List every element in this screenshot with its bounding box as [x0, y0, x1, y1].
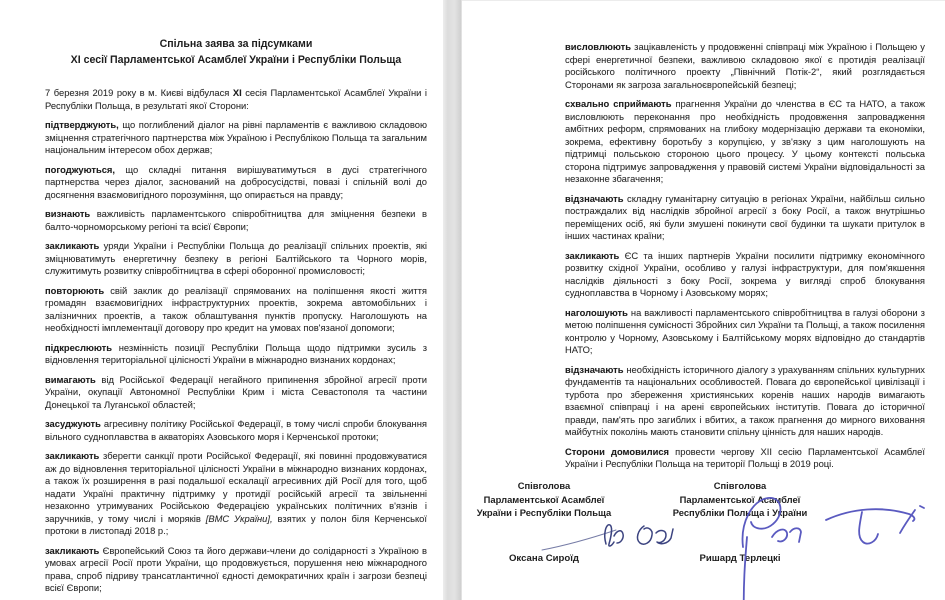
signatory-name-ryszard-terlecki: Ришард Терлецкі — [699, 553, 781, 564]
paragraph: відзначають складну гуманітарну ситуацію в регіонах України, найбільш сильно постраждалих від наслідків збройної агресії з боку Росії, а також внутрішньо переміщених осіб, які були змушені покинути свої будинки та шукати притулок в інших частинах країни; — [565, 192, 925, 241]
page-gutter-divider — [443, 0, 462, 600]
paragraph: підкреслюють незмінність позиції Республіки Польща щодо підтримки зусиль з відновлення територіальної цілісності України в міжнародно визнаних кордонах; — [45, 341, 427, 365]
paragraph: наголошують на важливості парламентського співробітництва в галузі оборони з метою поліпшення сумісності Збройних сил України та Польщі, а також посилення контролю у Чорному, Азовському і Балтійському морях відповідно до стандартів НАТО; — [565, 306, 925, 355]
text-line: України і Республіки Польща — [476, 507, 612, 518]
page-2-body — [565, 41, 925, 471]
paragraph: погоджуються, що складні питання вирішуватимуться в дусі стратегічного партнерства через діалог, заснований на добросусідстві, повазі і спільній волі до досягнення взаємовигідного порозуміння, що опирається на правду; — [45, 163, 427, 200]
paragraph: відзначають необхідність історичного діалогу з урахуванням спільних культурних фундаментів та національних особливостей. Повага до європейської цивілізації і турбота про збереження християнських коренів наших народів вимагають взаємної співпраці і на арені європейських інститутів. Повага до історичної правди, пам'ять про загиблих і вбитих, а також прагнення до мирного виховання майбутніх поколінь мають становити спільну цінність для наших народів. — [565, 363, 925, 437]
page-1-body — [45, 87, 427, 595]
paragraph: 7 березня 2019 року в м. Києві відбулася XI сесія Парламентської Асамблеї України і Республіки Польща, в результаті якої Сторони: — [45, 87, 427, 111]
text-line: Співголова — [713, 480, 767, 491]
paragraph: повторюють свій заклик до реалізації спрямованих на поліпшення якості життя громадян взаємовигідних інфраструктурних проектів, зокрема автомобільних і залізничних проектів, а також облаштування пунктів пропуску. Наголошують на необхідності імплементації договору про кредит на умовах пов'язаної допомоги; — [45, 284, 427, 333]
signature-area — [462, 479, 842, 600]
document-page-2 — [462, 0, 945, 600]
paragraph: закликають ЄС та інших партнерів України посилити підтримку економічного розвитку східної України, особливо у галузі інфраструктури, для пом'якшення наслідків діяльності з боку Росії, зокрема у вигляді спроб блокування судноплавства в Чорному і Азовському морях; — [565, 249, 925, 298]
text-line: XI сесії Парламентської Асамблеї України і Республіки Польща — [70, 54, 402, 66]
text-line: Спільна заява за підсумками — [159, 38, 313, 50]
paragraph: схвально сприймають прагнення України до членства в ЄС та НАТО, а також висловлюють переконання про необхідність продовження запровадження амбітних реформ, спрямованих на глибоку модернізацію держави та економіки, зокрема, ефективну боротьбу з корупцією, у зв'язку з цим наголошують на підтримці польською стороною цього процесу. У цьому контексті польська сторона підтримує запровадження у правовій системі України відповідальності за незаконне збагачення; — [565, 98, 925, 184]
text-line: Співголова — [517, 480, 571, 491]
signatory-name-oksana-syroid: Оксана Сироїд — [508, 553, 580, 564]
document-page-1 — [0, 0, 443, 600]
signature-title-poland — [655, 479, 825, 520]
signature-block-ukraine — [462, 479, 629, 564]
paragraph: закликають уряди України і Республіки Польща до реалізації спільних проектів, які зміцнюватимуть енергетичну безпеку в регіоні Балтійського та Чорного морів, служитимуть розвитку співробітництва в сфері оборонної промисловості; — [45, 240, 427, 276]
signature-block-poland — [655, 479, 825, 564]
document-title — [45, 36, 427, 68]
text-line: Республіки Польща і України — [672, 507, 808, 518]
paragraph: висловлюють зацікавленість у продовженні співпраці між Україною і Польщею у сфері енергетичної безпеки, важливою складовою якої є протидія реалізації російського політичного проекту „Північний Потік-2“, який розглядається Сторонами як загроза загальноєвропейській безпеці; — [565, 41, 925, 90]
text-line: Парламентської Асамблеї — [679, 493, 801, 505]
text-line: Парламентської Асамблеї — [483, 493, 605, 505]
signature-title-ukraine — [462, 479, 629, 520]
paragraph: підтверджують, що поглиблений діалог на рівні парламентів є важливою складовою зміцнення стратегічного партнерства між Україною і Республікою Польща та загальним національним інтересом обох держав; — [45, 119, 427, 155]
paragraph: вимагають від Російської Федерації негайного припинення збройної агресії проти України, окупації Автономної Республіки Крим і міста Севастополя та частини Донецької та Луганської областей; — [45, 373, 427, 410]
paragraph: Сторони домовилися провести чергову XII сесію Парламентської Асамблеї України і Республіки Польща на території Польщі в 2019 році. — [565, 445, 925, 469]
paragraph: визнають важливість парламентського співробітництва для зміцнення безпеки в балто-чорноморському регіоні та всієї Європи; — [45, 208, 427, 232]
paragraph: засуджують агресивну політику Російської Федерації, в тому числі спроби блокування вільного судноплавства в акваторіях Азовського моря і Керченської протоки; — [45, 418, 427, 442]
paragraph: закликають зберегти санкції проти Російської Федерації, які повинні продовжуватися аж до відновлення територіальної цілісності України в міжнародно визнаних кордонах, а також їх розширення в разі подальшої ескалації агресивних дій Росії для того, щоб надати Україні практичну підтримку у протидії російській агресії та звільненні незаконно утримуваних Російською Федерацією українських політичних в'язнів і заручників, у тому числі і моряків [ВМС України], взятих у полон біля Керченської протоки в листопаді 2018 р.; — [45, 450, 427, 536]
paragraph: закликають Європейський Союз та його держави-члени до солідарності з Україною в умовах агресії Росії проти України, що продовжується, порушення нею міжнародного права, спроб підриву трансатлантичної єдності демократичних країн і загрози безпеці всієї Європи; — [45, 544, 427, 593]
